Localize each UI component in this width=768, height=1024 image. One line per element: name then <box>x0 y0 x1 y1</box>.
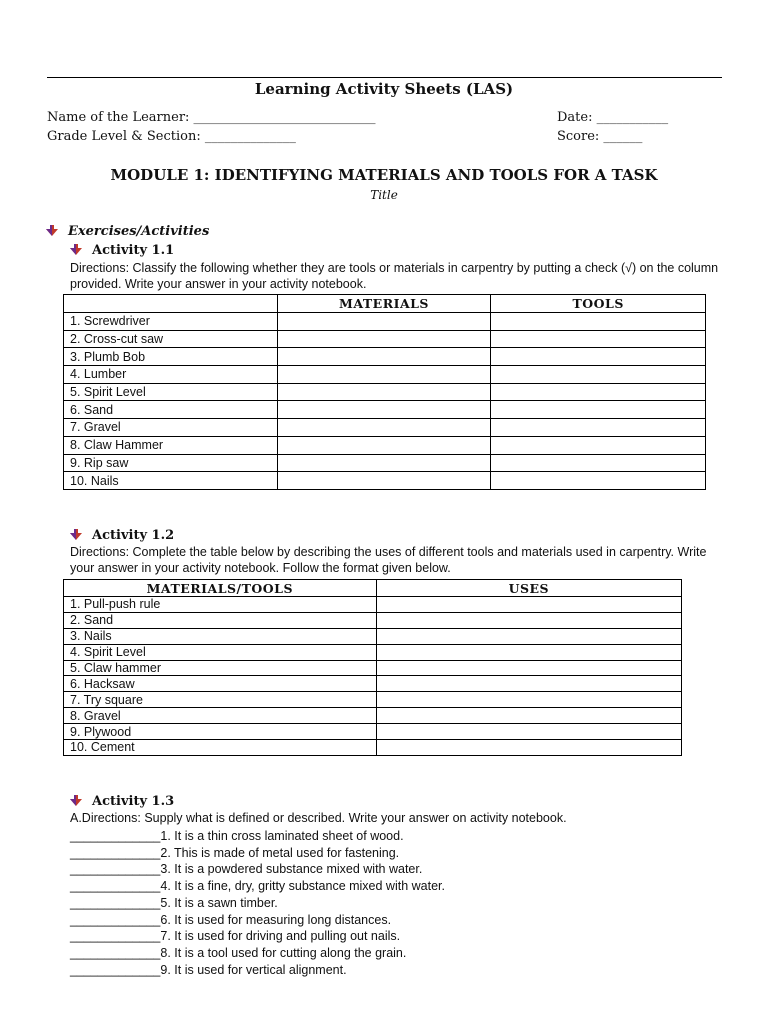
tools-check-cell[interactable] <box>491 330 706 348</box>
uses-cell[interactable] <box>376 628 681 644</box>
grade-section-field: Grade Level & Section: ______________ <box>47 129 296 144</box>
item-cell: 10. Nails <box>64 472 278 490</box>
classification-table <box>63 294 706 490</box>
table-row <box>64 740 682 756</box>
tools-check-cell[interactable] <box>491 472 706 490</box>
date-field: Date: ___________ <box>557 110 669 125</box>
tools-check-cell[interactable] <box>491 454 706 472</box>
table-row <box>64 401 706 419</box>
column-header: USES <box>376 580 681 597</box>
uses-table <box>63 579 682 756</box>
table-row <box>64 628 682 644</box>
arrow-bullet-icon <box>70 243 82 255</box>
activity-1-3-directions: A.Directions: Supply what is defined or described. Write your answer on activity notebook. <box>70 811 567 825</box>
materials-check-cell[interactable] <box>277 383 491 401</box>
activity-1-1-label: Activity 1.1 <box>92 243 175 258</box>
exercises-heading <box>46 224 209 239</box>
list-item: _____________7. It is used for driving and pulling out nails. <box>70 929 401 944</box>
table-row <box>64 692 682 708</box>
table-row <box>64 597 682 613</box>
item-cell: 7. Try square <box>64 692 377 708</box>
item-cell: 6. Hacksaw <box>64 676 377 692</box>
materials-check-cell[interactable] <box>277 401 491 419</box>
uses-cell[interactable] <box>376 676 681 692</box>
item-cell: 4. Spirit Level <box>64 644 377 660</box>
item-cell: 3. Plumb Bob <box>64 348 278 366</box>
materials-check-cell[interactable] <box>277 436 491 454</box>
tools-check-cell[interactable] <box>491 313 706 331</box>
module-subtitle: Title <box>370 188 398 202</box>
list-item: _____________8. It is a tool used for cutting along the grain. <box>70 945 407 960</box>
item-cell: 7. Gravel <box>64 419 278 437</box>
materials-check-cell[interactable] <box>277 330 491 348</box>
table-row <box>64 436 706 454</box>
sheet-title: Learning Activity Sheets (LAS) <box>254 80 514 98</box>
materials-check-cell[interactable] <box>277 419 491 437</box>
item-cell: 2. Cross-cut saw <box>64 330 278 348</box>
learner-name-field: Name of the Learner: ____________________________ <box>47 110 376 125</box>
column-header: MATERIALS <box>277 295 491 313</box>
uses-cell[interactable] <box>376 708 681 724</box>
arrow-bullet-icon <box>70 794 82 806</box>
list-item: _____________4. It is a fine, dry, gritty substance mixed with water. <box>70 879 445 894</box>
table-row <box>64 612 682 628</box>
module-title: MODULE 1: IDENTIFYING MATERIALS AND TOOLS FOR A TASK <box>110 166 658 184</box>
column-header <box>64 295 278 313</box>
table-header-row <box>64 295 706 313</box>
item-cell: 9. Rip saw <box>64 454 278 472</box>
list-item: _____________2. This is made of metal used for fastening. <box>70 845 400 860</box>
column-header: TOOLS <box>491 295 706 313</box>
list-item: _____________1. It is a thin cross laminated sheet of wood. <box>70 829 404 843</box>
uses-cell[interactable] <box>376 597 681 613</box>
table-row <box>64 676 682 692</box>
materials-check-cell[interactable] <box>277 313 491 331</box>
tools-check-cell[interactable] <box>491 366 706 384</box>
exercises-heading-label: Exercises/Activities <box>68 224 210 239</box>
item-cell: 9. Plywood <box>64 724 377 740</box>
activity-1-2-heading <box>70 528 174 543</box>
table-row <box>64 724 682 740</box>
uses-cell[interactable] <box>376 612 681 628</box>
uses-cell[interactable] <box>376 740 681 756</box>
activity-1-3-heading <box>70 794 174 809</box>
list-item: _____________3. It is a powdered substance mixed with water. <box>70 862 423 877</box>
materials-check-cell[interactable] <box>277 472 491 490</box>
activity-1-1-directions: Directions: Classify the following whether they are tools or materials in carpentry by putting a check (√) on the column provided. Write your answer in your activity notebook. <box>70 261 719 291</box>
tools-check-cell[interactable] <box>491 419 706 437</box>
item-cell: 3. Nails <box>64 628 377 644</box>
activity-1-2-label: Activity 1.2 <box>92 528 175 543</box>
item-cell: 1. Pull-push rule <box>64 597 377 613</box>
table-row <box>64 419 706 437</box>
item-cell: 5. Spirit Level <box>64 383 278 401</box>
tools-check-cell[interactable] <box>491 383 706 401</box>
uses-cell[interactable] <box>376 724 681 740</box>
item-cell: 2. Sand <box>64 612 377 628</box>
materials-check-cell[interactable] <box>277 348 491 366</box>
activity-1-2-directions: Directions: Complete the table below by describing the uses of different tools and materials used in carpentry. Write your answer in your activity notebook. Follow the format given below. <box>70 545 707 575</box>
table-row <box>64 313 706 331</box>
materials-check-cell[interactable] <box>277 366 491 384</box>
activity-1-3-label: Activity 1.3 <box>92 794 175 809</box>
table-row <box>64 330 706 348</box>
table-row <box>64 383 706 401</box>
table-row <box>64 708 682 724</box>
arrow-bullet-icon <box>46 224 58 236</box>
top-rule <box>47 77 722 78</box>
table-row <box>64 454 706 472</box>
uses-cell[interactable] <box>376 660 681 676</box>
list-item: _____________6. It is used for measuring long distances. <box>70 912 392 927</box>
tools-check-cell[interactable] <box>491 348 706 366</box>
item-cell: 4. Lumber <box>64 366 278 384</box>
tools-check-cell[interactable] <box>491 436 706 454</box>
uses-cell[interactable] <box>376 644 681 660</box>
score-field: Score: ______ <box>557 129 643 144</box>
tools-check-cell[interactable] <box>491 401 706 419</box>
table-header-row <box>64 580 682 597</box>
item-cell: 6. Sand <box>64 401 278 419</box>
uses-cell[interactable] <box>376 692 681 708</box>
item-cell: 10. Cement <box>64 740 377 756</box>
item-cell: 8. Gravel <box>64 708 377 724</box>
table-row <box>64 644 682 660</box>
table-row <box>64 472 706 490</box>
table-row <box>64 660 682 676</box>
item-cell: 8. Claw Hammer <box>64 436 278 454</box>
table-row <box>64 348 706 366</box>
item-cell: 5. Claw hammer <box>64 660 377 676</box>
definition-items <box>70 828 445 978</box>
arrow-bullet-icon <box>70 528 82 540</box>
list-item: _____________9. It is used for vertical alignment. <box>70 962 347 977</box>
table-row <box>64 366 706 384</box>
materials-check-cell[interactable] <box>277 454 491 472</box>
activity-1-1-heading <box>70 243 174 258</box>
column-header: MATERIALS/TOOLS <box>64 580 377 597</box>
list-item: _____________5. It is a sawn timber. <box>70 895 278 910</box>
item-cell: 1. Screwdriver <box>64 313 278 331</box>
